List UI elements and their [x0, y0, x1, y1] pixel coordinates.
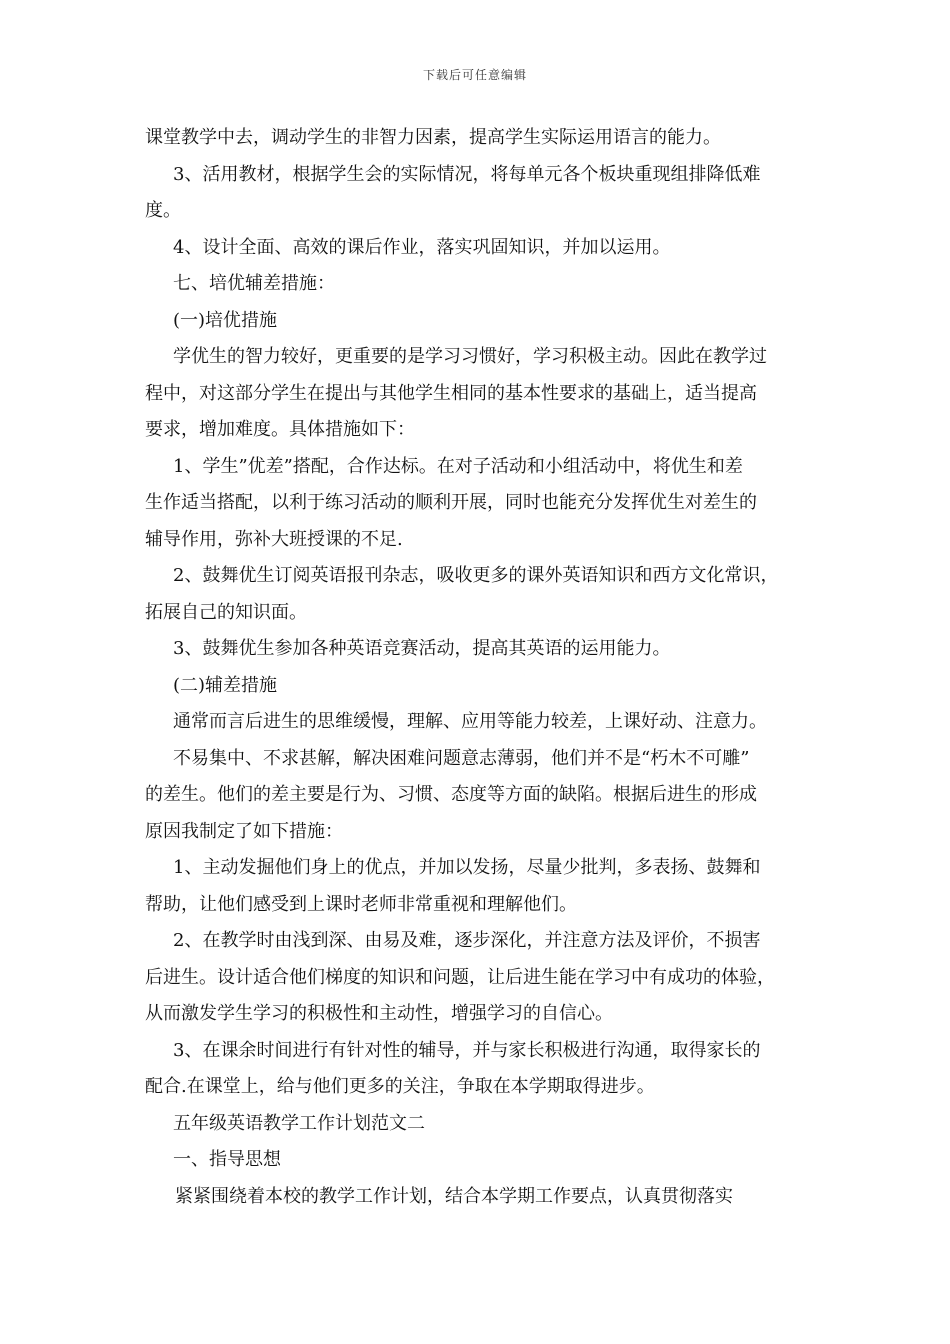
document-body [145, 120, 825, 1215]
text-line: 学优生的智力较好，更重要的是学习习惯好，学习积极主动。因此在教学过 [173, 346, 767, 367]
text-line: 拓展自己的知识面。 [145, 601, 307, 623]
text-line: 3、活用教材，根据学生会的实际情况，将每单元各个板块重现组排降低难 [173, 163, 761, 185]
page-header: 下载后可任意编辑 [422, 68, 527, 82]
text-line: 3、在课余时间进行有针对性的辅导，并与家长积极进行沟通，取得家长的 [173, 1039, 761, 1061]
section-heading: 一、指导思想 [173, 1149, 281, 1170]
section-heading: 七、培优辅差措施： [173, 273, 335, 294]
text-line: 辅导作用，弥补大班授课的不足. [145, 528, 403, 550]
text-line: 帮助，让他们感受到上课时老师非常重视和理解他们。 [145, 893, 577, 915]
text-line: 生作适当搭配，以利于练习活动的顺利开展，同时也能充分发挥优生对差生的 [145, 492, 757, 513]
document-title: 五年级英语教学工作计划范文二 [173, 1112, 425, 1134]
text-line: 原因我制定了如下措施： [145, 820, 343, 842]
text-line: 不易集中、不求甚解，解决困难问题意志薄弱，他们并不是“朽木不可雕” [173, 747, 750, 769]
subsection-heading: (二)辅差措施 [173, 674, 278, 696]
text-line: 的差生。他们的差主要是行为、习惯、态度等方面的缺陷。根据后进生的形成 [145, 784, 757, 805]
text-line: 3、鼓舞优生参加各种英语竞赛活动，提高其英语的运用能力。 [173, 638, 671, 659]
text-line: 从而激发学生学习的积极性和主动性，增强学习的自信心。 [145, 1003, 613, 1024]
text-line: 要求，增加难度。具体措施如下： [145, 419, 415, 440]
text-line: 4、设计全面、高效的课后作业，落实巩固知识，并加以运用。 [173, 236, 671, 258]
subsection-heading: (一)培优措施 [173, 309, 278, 331]
text-line: 配合.在课堂上，给与他们更多的关注，争取在本学期取得进步。 [145, 1076, 655, 1097]
text-line: 1、主动发掘他们身上的优点，并加以发扬，尽量少批判，多表扬、鼓舞和 [173, 857, 761, 878]
text-line: 2、在教学时由浅到深、由易及难，逐步深化，并注意方法及评价，不损害 [173, 930, 761, 951]
text-line: 紧紧围绕着本校的教学工作计划，结合本学期工作要点，认真贯彻落实 [175, 1185, 733, 1207]
text-line: 1、学生”优差”搭配，合作达标。在对子活动和小组活动中，将优生和差 [173, 455, 743, 477]
text-line: 2、鼓舞优生订阅英语报刊杂志，吸收更多的课外英语知识和西方文化常识， [173, 565, 779, 586]
text-line: 通常而言后进生的思维缓慢，理解、应用等能力较差，上课好动、注意力。 [173, 711, 767, 732]
text-line: 程中，对这部分学生在提出与其他学生相同的基本性要求的基础上，适当提高 [145, 382, 757, 404]
text-line: 课堂教学中去，调动学生的非智力因素，提高学生实际运用语言的能力。 [145, 127, 721, 148]
text-line: 后进生。设计适合他们梯度的知识和问题，让后进生能在学习中有成功的体验， [145, 966, 775, 988]
text-line: 度。 [145, 200, 181, 221]
